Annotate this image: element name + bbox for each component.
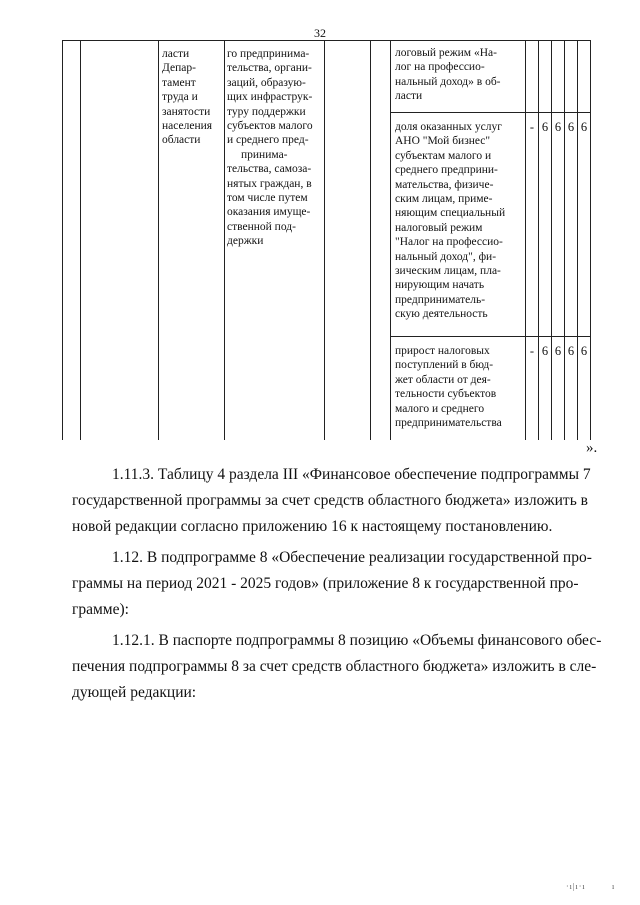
indicator-value: - — [529, 344, 535, 358]
indicator-line: поступлений в бюд- — [395, 359, 494, 372]
table-column-divider — [525, 40, 526, 440]
activity-line: го предпринима- — [227, 48, 310, 60]
activity-line: ственной под- — [227, 220, 296, 233]
indicator-value: 6 — [567, 344, 575, 358]
table-column-divider — [538, 40, 539, 440]
activity-line: принима- — [241, 148, 288, 161]
org-line: области — [162, 134, 201, 147]
table-border-left — [62, 40, 63, 440]
indicator-line: логовый режим «На- — [395, 47, 497, 59]
page-number: 32 — [314, 26, 326, 40]
indicator-line: нирующим начать — [395, 279, 485, 292]
indicator-line: нальный доход", фи- — [395, 250, 497, 263]
paragraph-line: печения подпрограммы 8 за счет средств областного бюджета» изложить в сле- — [72, 658, 597, 675]
indicator-value: 6 — [554, 120, 562, 134]
indicator-value: 6 — [554, 344, 562, 358]
indicator-line: зическим лицам, пла- — [395, 265, 501, 278]
indicator-value: 6 — [541, 344, 549, 358]
indicator-line: субъектам малого и — [395, 149, 492, 162]
org-line: ласти — [162, 48, 190, 60]
closing-quote: ». — [586, 440, 598, 456]
indicator-line: предпринимательства — [395, 417, 502, 430]
indicator-line: малого и среднего — [395, 402, 485, 415]
org-line: труда и — [162, 91, 198, 104]
indicator-line: ласти — [395, 90, 423, 103]
table-column-divider — [158, 40, 159, 440]
activity-line: тельства, самоза- — [227, 163, 312, 176]
activity-line: субъектов малого — [227, 120, 313, 133]
org-line: населения — [162, 120, 213, 133]
indicator-line: няющим специальный — [395, 207, 506, 220]
table-column-divider — [390, 40, 391, 440]
activity-description-cell — [227, 47, 325, 249]
indicator-line: жет области от дея- — [395, 373, 491, 386]
indicator-line: мательства, физиче- — [395, 178, 494, 191]
paragraph-line: грамме): — [72, 601, 129, 618]
indicator-line: тельности субъектов — [395, 388, 497, 401]
indicator-value: - — [529, 120, 535, 134]
indicator-cell — [395, 46, 525, 104]
org-line: Депар- — [162, 62, 196, 75]
paragraph-line: 1.12. В подпрограмме 8 «Обеспечение реализации государственной про- — [112, 549, 592, 566]
paragraph-line: 1.11.3. Таблицу 4 раздела III «Финансовое обеспечение подпрограммы 7 — [112, 466, 591, 483]
table-border-right — [590, 40, 591, 440]
indicator-value: 6 — [580, 344, 588, 358]
paragraph-line: граммы на период 2021 - 2025 годов» (приложение 8 к государственной про- — [72, 575, 579, 592]
table-column-divider — [80, 40, 81, 440]
paragraph-line: новой редакции согласно приложению 16 к настоящему постановлению. — [72, 518, 553, 535]
indicator-line: "Налог на профессио- — [395, 236, 503, 249]
scan-mark: ı — [612, 882, 616, 891]
activity-line: держки — [227, 235, 264, 248]
org-line: занятости — [162, 105, 211, 118]
activity-line: щих инфраструк- — [227, 91, 313, 104]
activity-line: том числе путем — [227, 192, 308, 205]
paragraph-1-11-3 — [72, 462, 600, 540]
paragraph-1-12 — [72, 545, 600, 623]
activity-line: туру поддержки — [227, 105, 306, 118]
table-row-divider — [390, 336, 590, 337]
indicator-line: скую деятельность — [395, 308, 488, 321]
scan-mark: ·ı|ı·ı — [566, 882, 586, 891]
indicator-line: налоговый режим — [395, 221, 483, 234]
table-column-divider — [224, 40, 225, 440]
responsible-org-cell — [162, 47, 224, 148]
paragraph-1-12-1 — [72, 628, 600, 706]
indicator-value: 6 — [567, 120, 575, 134]
indicator-line: среднего предприни- — [395, 164, 498, 177]
activity-line: оказания имуще- — [227, 206, 311, 219]
activity-line: тельства, органи- — [227, 62, 312, 75]
table-column-divider — [370, 40, 371, 440]
table-row-divider — [390, 112, 590, 113]
table-column-divider — [551, 40, 552, 440]
indicator-line: лог на профессио- — [395, 61, 485, 74]
indicator-cell — [395, 344, 525, 430]
activity-line: заций, образую- — [227, 76, 306, 89]
activity-line: и среднего пред- — [227, 134, 309, 147]
indicator-value: 6 — [541, 120, 549, 134]
indicator-cell — [395, 120, 525, 322]
indicator-line: предприниматель- — [395, 293, 486, 306]
indicator-value: 6 — [580, 120, 588, 134]
indicator-line: нальный доход» в об- — [395, 75, 501, 88]
indicators-table — [62, 40, 600, 440]
indicator-line: АНО "Мой бизнес" — [395, 135, 491, 148]
paragraph-line: государственной программы за счет средств областного бюджета» изложить в — [72, 492, 588, 509]
paragraph-line: 1.12.1. В паспорте подпрограммы 8 позицию «Объемы финансового обес- — [112, 632, 602, 649]
activity-line: нятых граждан, в — [227, 177, 312, 190]
indicator-line: прирост налоговых — [395, 345, 490, 357]
table-column-divider — [564, 40, 565, 440]
paragraph-line: дующей редакции: — [72, 684, 197, 701]
indicator-line: ским лицам, приме- — [395, 193, 493, 206]
table-column-divider — [577, 40, 578, 440]
org-line: тамент — [162, 76, 196, 89]
table-border-top — [62, 40, 590, 41]
indicator-line: доля оказанных услуг — [395, 121, 502, 133]
